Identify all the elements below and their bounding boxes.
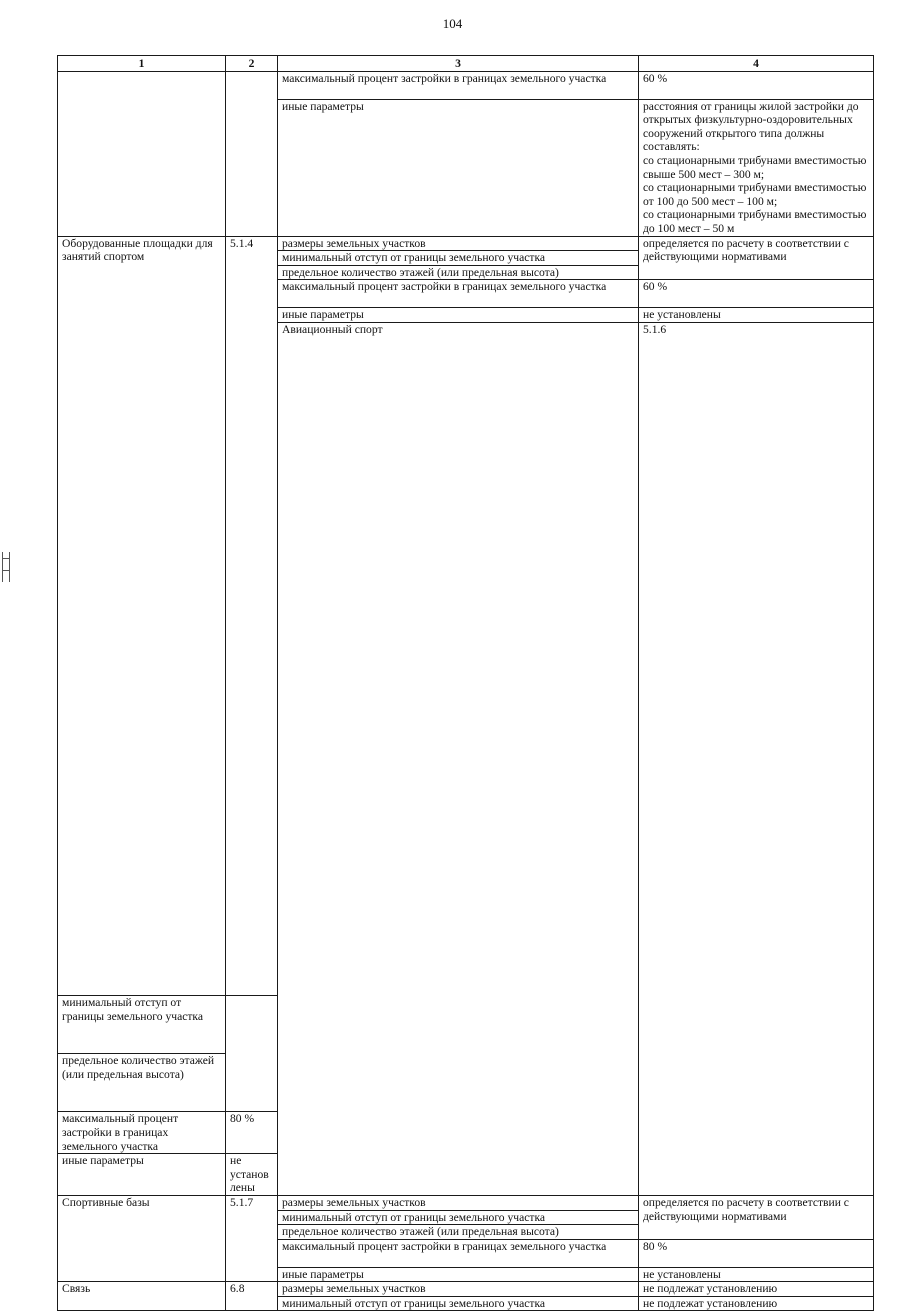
header-cell: 1 xyxy=(58,56,226,72)
use-code-cell: 5.1.7 xyxy=(226,1195,278,1281)
param-value: определяется по расчету в соответствии с действующими нормативами xyxy=(639,236,874,280)
param-label: иные параметры xyxy=(278,1267,639,1282)
param-label: минимальный отступ от границы земельного участка xyxy=(58,996,226,1054)
param-label: иные параметры xyxy=(278,99,639,236)
page-number: 104 xyxy=(442,16,463,31)
param-value: расстояния от границы жилой застройки до открытых физкультурно-оздоровительных сооружений открытого типа должны составлять: со стационарными трибунами вместимостью свыше 500 мест – 300 м; со стационарными трибунами вместимостью от 100 до 500 мест – 100 м; со стационарными трибунами вместимостью до 100 мест – 50 м xyxy=(639,99,874,236)
use-name-cell xyxy=(58,71,226,236)
table-row xyxy=(58,236,874,251)
param-value: 80 % xyxy=(226,1112,278,1154)
param-value: не установлены xyxy=(639,308,874,323)
use-name-cell: Спортивные базы xyxy=(58,1195,226,1281)
param-label: максимальный процент застройки в границах земельного участка xyxy=(58,1112,226,1154)
param-value: 60 % xyxy=(639,71,874,99)
param-label: размеры земельных участков xyxy=(278,1282,639,1297)
param-label: иные параметры xyxy=(278,308,639,323)
use-code-cell: 6.8 xyxy=(226,1282,278,1311)
use-code-cell: 5.1.6 xyxy=(639,322,874,1195)
param-value: определяется по расчету в соответствии с действующими нормативами xyxy=(639,1195,874,1239)
param-value: не установлены xyxy=(226,1154,278,1196)
param-label: размеры земельных участков xyxy=(278,236,639,251)
binding-margin-mark xyxy=(2,552,10,582)
use-name-cell: Связь xyxy=(58,1282,226,1311)
use-name-cell: Оборудованные площадки для занятий спортом xyxy=(58,236,226,996)
header-cell: 4 xyxy=(639,56,874,72)
table-row xyxy=(58,71,874,99)
param-label: предельное количество этажей (или предельная высота) xyxy=(278,265,639,280)
param-value: 60 % xyxy=(639,280,874,308)
param-value: не установлены xyxy=(639,1267,874,1282)
use-code-cell xyxy=(226,71,278,236)
param-label: минимальный отступ от границы земельного участка xyxy=(278,1210,639,1225)
param-value: не подлежат установлению xyxy=(639,1282,874,1297)
param-label: предельное количество этажей (или предельная высота) xyxy=(278,1225,639,1240)
param-label: минимальный отступ от границы земельного участка xyxy=(278,251,639,266)
param-value: не подлежат установлению xyxy=(639,1296,874,1311)
header-cell: 3 xyxy=(278,56,639,72)
table-row xyxy=(58,1282,874,1297)
regulations-table xyxy=(57,55,874,1311)
param-label: предельное количество этажей (или предельная высота) xyxy=(58,1054,226,1112)
param-label: иные параметры xyxy=(58,1154,226,1196)
param-value: 80 % xyxy=(639,1239,874,1267)
table-row xyxy=(58,1195,874,1210)
param-label: размеры земельных участков xyxy=(278,1195,639,1210)
param-label: максимальный процент застройки в границах земельного участка xyxy=(278,71,639,99)
use-code-cell: 5.1.4 xyxy=(226,236,278,996)
param-label: максимальный процент застройки в границах земельного участка xyxy=(278,1239,639,1267)
header-cell: 2 xyxy=(226,56,278,72)
param-label: максимальный процент застройки в границах земельного участка xyxy=(278,280,639,308)
use-name-cell: Авиационный спорт xyxy=(278,322,639,1195)
header-row xyxy=(58,56,874,72)
param-label: минимальный отступ от границы земельного участка xyxy=(278,1296,639,1311)
